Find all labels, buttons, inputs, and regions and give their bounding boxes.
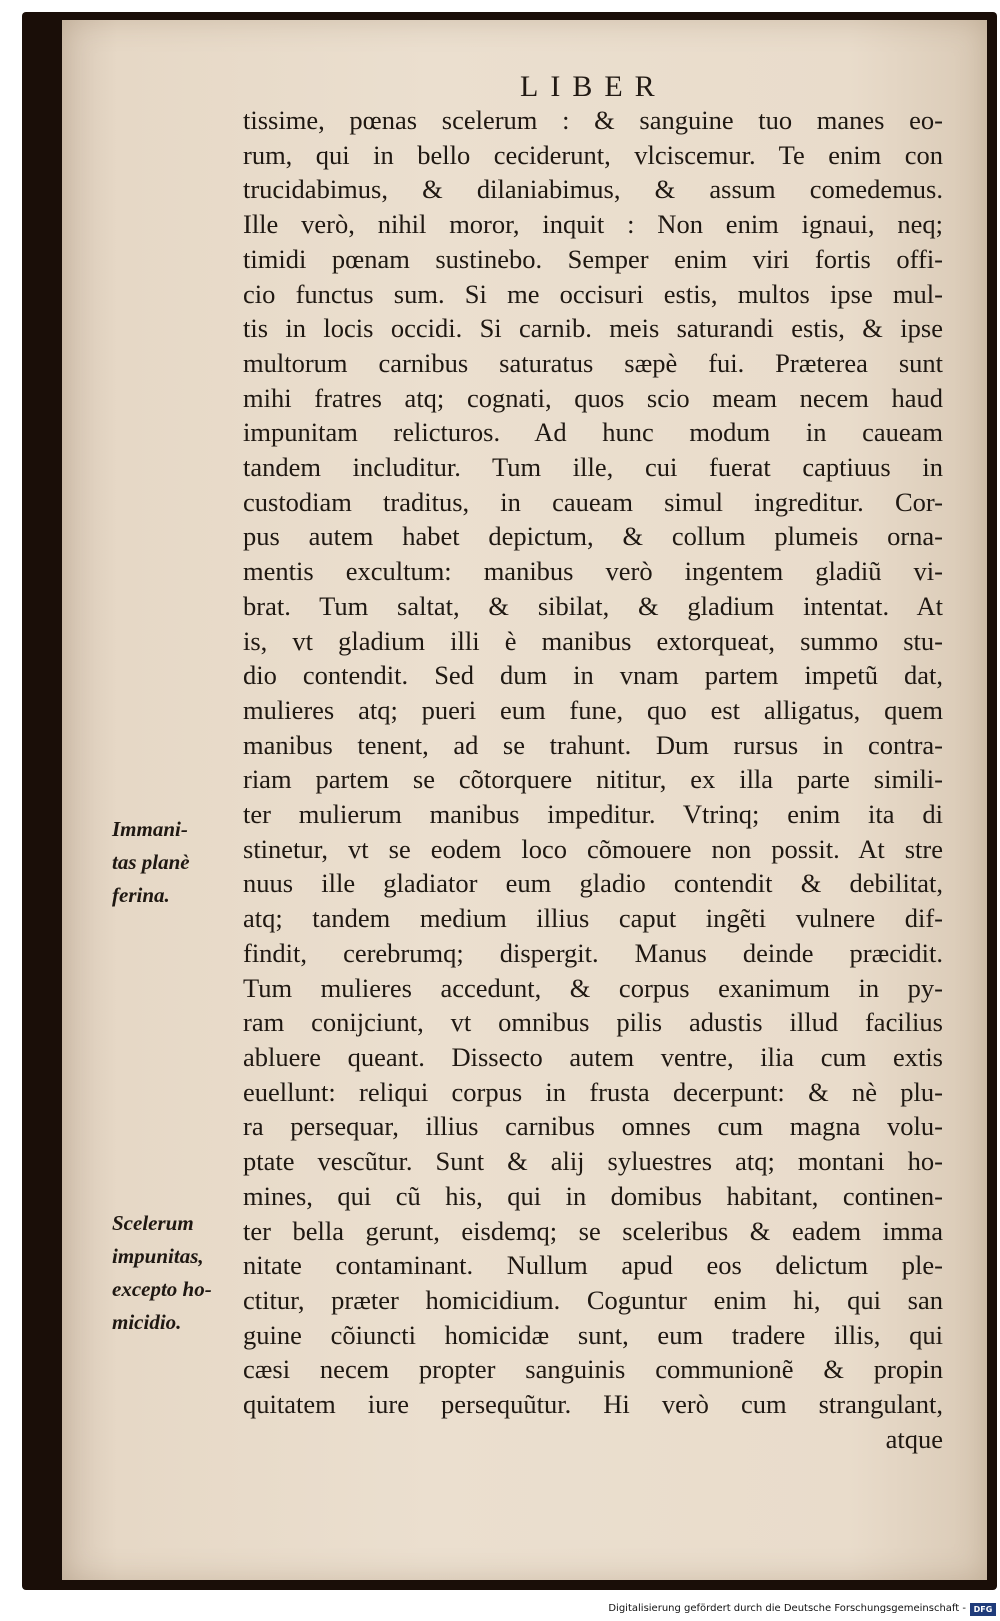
- text-line: rum, qui in bello ceciderunt, vlciscemur. Te enim con: [243, 139, 943, 170]
- text-line: cæsi necem propter sanguinis communionẽ & propin: [243, 1354, 943, 1385]
- text-line: euellunt: reliqui corpus in frusta decerpunt: & nè plu-: [243, 1076, 943, 1107]
- text-line: manibus tenent, ad se trahunt. Dum rursus in contra-: [243, 729, 943, 760]
- running-head: LIBER: [520, 70, 667, 103]
- marginal-note-line: micidio.: [112, 1310, 182, 1334]
- text-line: timidi pœnam sustinebo. Semper enim viri fortis offi-: [243, 243, 943, 274]
- text-line: custodiam traditus, in caueam simul ingreditur. Cor-: [243, 486, 943, 517]
- text-line: pus autem habet depictum, & collum plumeis orna-: [243, 521, 943, 552]
- text-line: mihi fratres atq; cognati, quos scio meam necem haud: [243, 382, 943, 413]
- text-line: Ille verò, nihil moror, inquit : Non enim ignaui, neq;: [243, 209, 943, 240]
- text-line: stinetur, vt se eodem loco cõmouere non possit. At stre: [243, 833, 943, 864]
- text-line: ctitur, præter homicidium. Coguntur enim hi, qui san: [243, 1284, 943, 1315]
- text-line: tandem includitur. Tum ille, cui fuerat captiuus in: [243, 452, 943, 483]
- marginal-note-line: ferina.: [112, 883, 170, 907]
- text-line: quitatem iure persequũtur. Hi verò cum strangulant,: [243, 1389, 943, 1420]
- marginal-note-2: [112, 1207, 212, 1339]
- text-line: ram conijciunt, vt omnibus pilis adustis illud facilius: [243, 1007, 943, 1038]
- text-line: ra persequar, illius carnibus omnes cum magna volu-: [243, 1111, 943, 1142]
- footer-credit: Digitalisierung gefördert durch die Deutsche Forschungsgemeinschaft -: [608, 1603, 966, 1614]
- text-line: ter bella gerunt, eisdemq; se sceleribus & eadem imma: [243, 1215, 943, 1246]
- text-line: multorum carnibus saturatus sæpè fui. Præterea sunt: [243, 347, 943, 378]
- body-text: [243, 103, 943, 1456]
- text-line: cio functus sum. Si me occisuri estis, multos ipse mul-: [243, 278, 943, 309]
- text-line: findit, cerebrumq; dispergit. Manus deinde præcidit.: [243, 937, 943, 968]
- text-line: mines, qui cũ his, qui in domibus habitant, continen-: [243, 1180, 943, 1211]
- text-line: nuus ille gladiator eum gladio contendit & debilitat,: [243, 868, 943, 899]
- text-line: nitate contaminant. Nullum apud eos delictum ple-: [243, 1250, 943, 1281]
- text-line: Tum mulieres accedunt, & corpus exanimum in py-: [243, 972, 943, 1003]
- marginal-note-line: excepto ho-: [112, 1277, 212, 1301]
- text-line: brat. Tum saltat, & sibilat, & gladium intentat. At: [243, 590, 943, 621]
- marginal-note-line: Immani-: [112, 817, 188, 841]
- dfg-logo: DFG: [970, 1603, 996, 1616]
- marginal-note-line: tas planè: [112, 850, 190, 874]
- marginal-note-line: Scelerum: [112, 1211, 194, 1235]
- text-line: riam partem se cõtorquere nititur, ex illa parte simili-: [243, 764, 943, 795]
- text-line: mentis excultum: manibus verò ingentem gladiũ vi-: [243, 556, 943, 587]
- text-line: ptate vescũtur. Sunt & alij syluestres atq; montani ho-: [243, 1146, 943, 1177]
- text-line: tissime, pœnas scelerum : & sanguine tuo manes eo-: [243, 105, 943, 135]
- text-line: trucidabimus, & dilaniabimus, & assum comedemus.: [243, 174, 943, 205]
- text-line: atque: [885, 1423, 943, 1454]
- text-line: is, vt gladium illi è manibus extorqueat, summo stu-: [243, 625, 943, 656]
- text-line: ter mulierum manibus impeditur. Vtrinq; enim ita di: [243, 799, 943, 830]
- text-line: impunitam relicturos. Ad hunc modum in caueam: [243, 417, 943, 448]
- text-line: tis in locis occidi. Si carnib. meis saturandi estis, & ipse: [243, 313, 943, 344]
- text-line: mulieres atq; pueri eum fune, quo est alligatus, quem: [243, 694, 943, 725]
- marginal-note-1: [112, 813, 190, 912]
- text-line: guine cõiuncti homicidæ sunt, eum tradere illis, qui: [243, 1319, 943, 1350]
- marginal-note-line: impunitas,: [112, 1244, 204, 1268]
- text-line: atq; tandem medium illius caput ingẽti vulnere dif-: [243, 903, 943, 934]
- text-line: dio contendit. Sed dum in vnam partem impetũ dat,: [243, 660, 943, 691]
- text-line: abluere queant. Dissecto autem ventre, ilia cum extis: [243, 1041, 943, 1072]
